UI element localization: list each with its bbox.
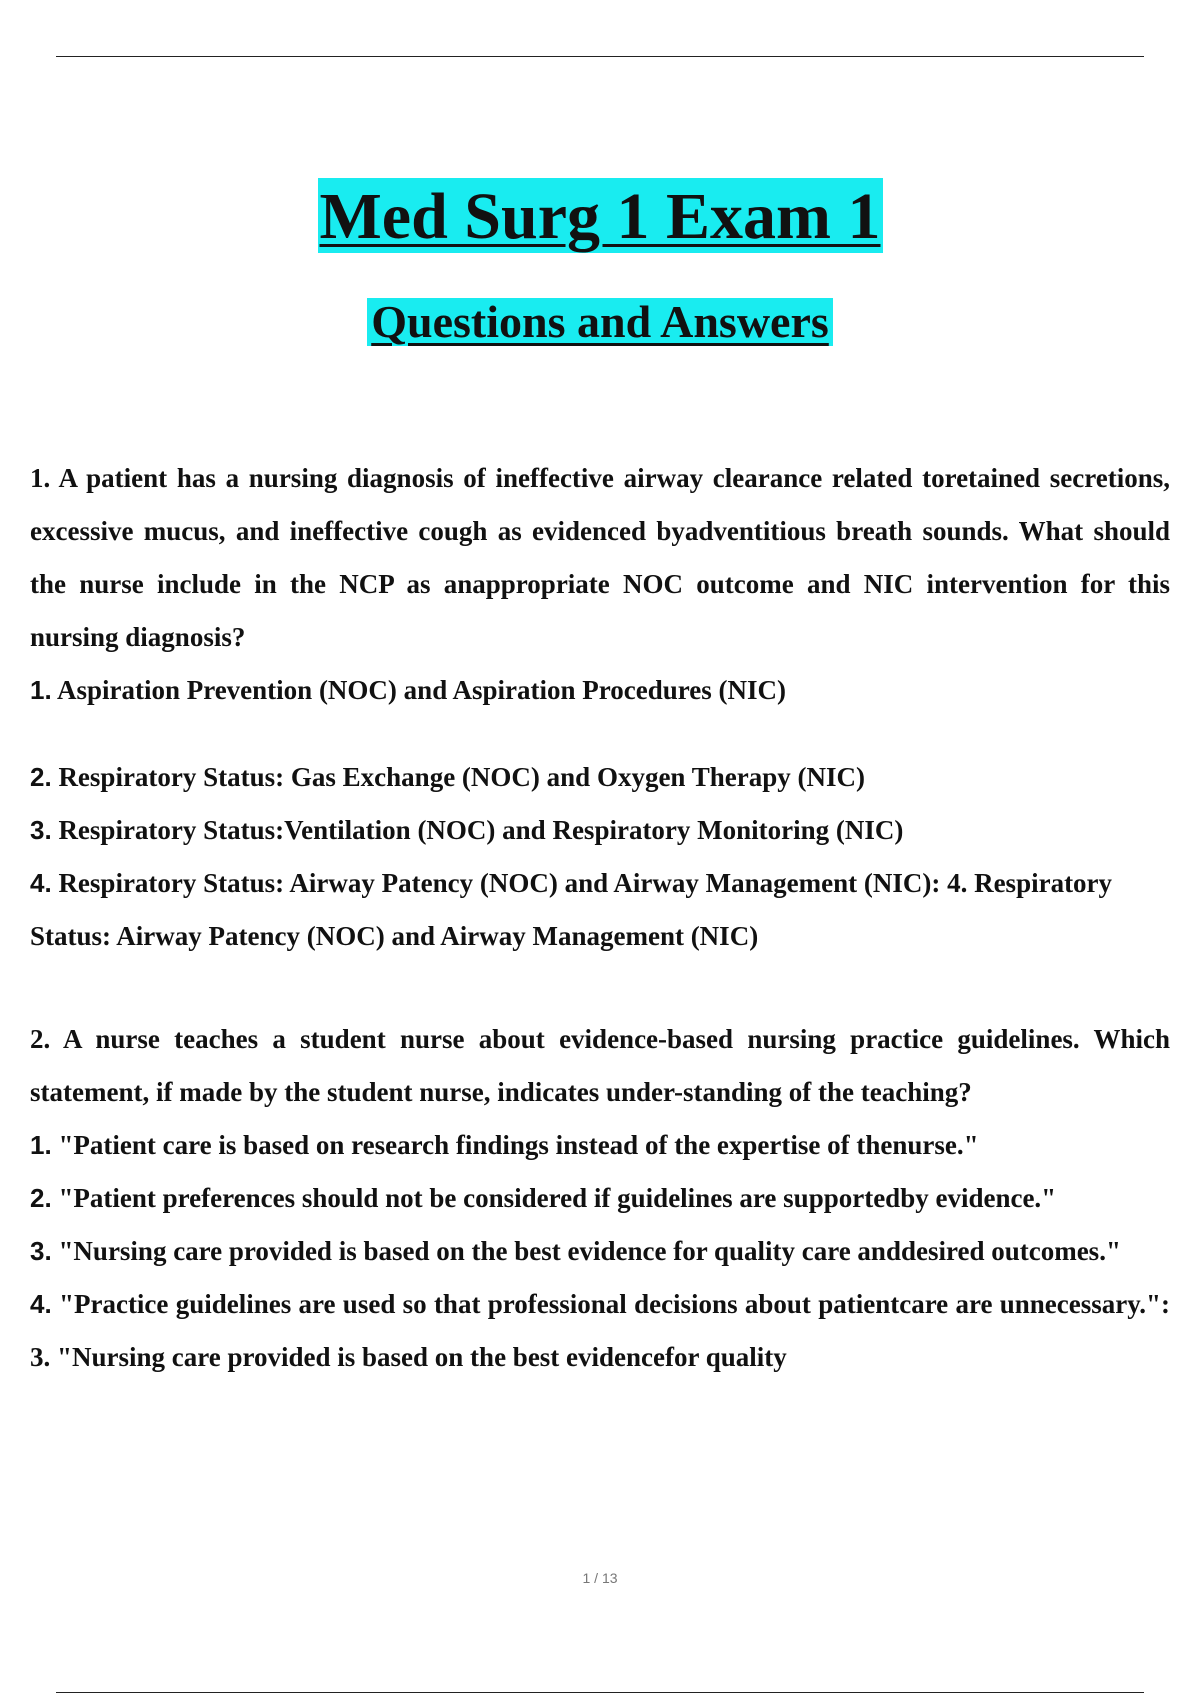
title-block	[0, 178, 1200, 253]
top-rule	[56, 56, 1144, 57]
spacer	[30, 717, 1170, 751]
option-number: 4.	[30, 1289, 52, 1319]
option-text: "Nursing care provided is based on the best evidence for quality care anddesired outcomes."	[51, 1236, 1121, 1266]
option-number: 2.	[30, 1183, 52, 1213]
document-title: Med Surg 1 Exam 1	[319, 180, 881, 253]
page-indicator: 1 / 13	[582, 1570, 618, 1586]
question-1-option-1	[30, 664, 1170, 717]
option-number: 4.	[30, 868, 52, 898]
option-number: 1.	[30, 1130, 52, 1160]
question-2-option-3	[30, 1225, 1170, 1278]
option-text: Respiratory Status: Gas Exchange (NOC) and Oxygen Therapy (NIC)	[51, 762, 865, 792]
question-1-option-2	[30, 751, 1170, 804]
bottom-rule	[56, 1692, 1144, 1693]
option-text: Respiratory Status: Airway Patency (NOC) and Airway Management (NIC): 4. Respiratory Status: Airway Patency (NOC) and Airway Management (NIC)	[30, 868, 1113, 951]
question-1-option-3	[30, 804, 1170, 857]
option-text: "Patient preferences should not be considered if guidelines are supportedby evidence."	[51, 1183, 1057, 1213]
spacer	[30, 963, 1170, 1013]
question-2-option-1	[30, 1119, 1170, 1172]
option-text: "Patient care is based on research findings instead of the expertise of thenurse."	[51, 1130, 979, 1160]
question-1-stem: 1. A patient has a nursing diagnosis of ineffective airway clearance related toretained secretions, excessive mucus, and ineffective cough as evidenced byadventitious breath sounds. What should the nurse include in the NCP as anappropriate NOC outcome and NIC intervention for this nursing diagnosis?	[30, 463, 1170, 652]
option-number: 3.	[30, 815, 52, 845]
option-number: 3.	[30, 1236, 52, 1266]
option-number: 1.	[30, 675, 52, 705]
question-1-option-4	[30, 857, 1170, 963]
question-2-option-4	[30, 1278, 1170, 1384]
question-2-option-2	[30, 1172, 1170, 1225]
question-2-stem: 2. A nurse teaches a student nurse about evidence-based nursing practice guidelines. Which statement, if made by the student nurse, indicates under-standing of the teaching?	[30, 1024, 1170, 1107]
document-body	[30, 452, 1170, 1384]
option-text: Aspiration Prevention (NOC) and Aspiration Procedures (NIC)	[51, 675, 786, 705]
subtitle-block	[0, 298, 1200, 346]
option-text: Respiratory Status:Ventilation (NOC) and Respiratory Monitoring (NIC)	[51, 815, 904, 845]
option-number: 2.	[30, 762, 52, 792]
document-subtitle: Questions and Answers	[367, 298, 833, 346]
option-text: "Practice guidelines are used so that professional decisions about patientcare are unnecessary.": 3. "Nursing care provided is based on the best evidencefor quality	[30, 1289, 1170, 1372]
